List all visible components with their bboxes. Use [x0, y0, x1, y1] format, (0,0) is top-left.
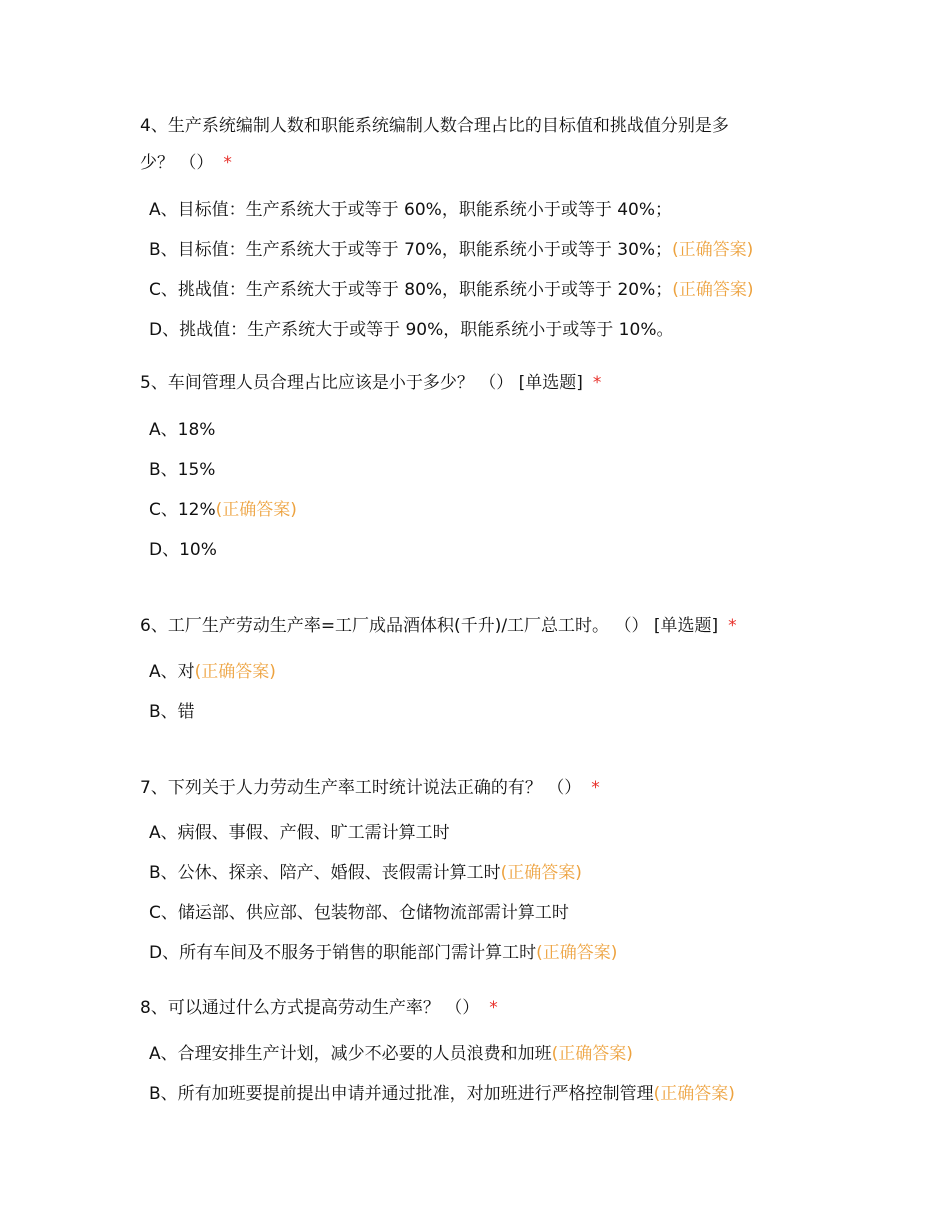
option-text: A、合理安排生产计划，减少不必要的人员浪费和加班 — [149, 1044, 552, 1064]
answer-option — [149, 278, 754, 302]
question-text: 少？ （） — [140, 153, 214, 173]
correct-answer-tag: (正确答案) — [672, 240, 754, 260]
question-title — [140, 996, 498, 1020]
question-text: 7、下列关于人力劳动生产率工时统计说法正确的有？ （） — [140, 778, 582, 798]
correct-answer-tag: (正确答案) — [500, 863, 582, 883]
option-text: B、错 — [149, 702, 195, 722]
answer-option — [149, 418, 215, 442]
option-text: D、10% — [149, 540, 217, 560]
answer-option — [149, 318, 673, 342]
question-text: 5、车间管理人员合理占比应该是小于多少？ （） [单选题] — [140, 373, 583, 393]
correct-answer-tag: (正确答案) — [653, 1084, 735, 1104]
option-text: D、所有车间及不服务于销售的职能部门需计算工时 — [149, 943, 537, 963]
answer-option — [149, 198, 672, 222]
option-text: A、目标值：生产系统大于或等于 60%，职能系统小于或等于 40%； — [149, 200, 673, 220]
option-text: B、所有加班要提前提出申请并通过批准，对加班进行严格控制管理 — [149, 1084, 654, 1104]
correct-answer-tag: (正确答案) — [672, 280, 754, 300]
required-mark: * — [591, 778, 600, 798]
answer-option — [149, 700, 195, 724]
correct-answer-tag: (正确答案) — [536, 943, 618, 963]
answer-option — [149, 538, 217, 562]
question-title — [140, 114, 729, 138]
option-text: C、12% — [149, 500, 216, 520]
answer-option — [149, 458, 215, 482]
option-text: A、病假、事假、产假、旷工需计算工时 — [149, 823, 450, 843]
answer-option — [149, 238, 753, 262]
answer-option — [149, 1042, 633, 1066]
required-mark: * — [223, 153, 232, 173]
question-title — [140, 371, 601, 395]
answer-option — [149, 660, 276, 684]
option-text: A、对 — [149, 662, 195, 682]
question-text: 8、可以通过什么方式提高劳动生产率？ （） — [140, 998, 480, 1018]
correct-answer-tag: (正确答案) — [551, 1044, 633, 1064]
answer-option — [149, 861, 582, 885]
answer-option — [149, 1082, 735, 1106]
answer-option — [149, 498, 297, 522]
correct-answer-tag: (正确答案) — [194, 662, 276, 682]
option-text: D、挑战值：生产系统大于或等于 90%，职能系统小于或等于 10%。 — [149, 320, 674, 340]
option-text: B、公休、探亲、陪产、婚假、丧假需计算工时 — [149, 863, 501, 883]
answer-option — [149, 901, 569, 925]
answer-option — [149, 821, 450, 845]
answer-option — [149, 941, 617, 965]
question-text: 6、工厂生产劳动生产率=工厂成品酒体积(千升)/工厂总工时。 （） [单选题] — [140, 616, 719, 636]
question-title — [140, 151, 232, 175]
option-text: C、挑战值：生产系统大于或等于 80%，职能系统小于或等于 20%； — [149, 280, 673, 300]
correct-answer-tag: (正确答案) — [215, 500, 297, 520]
option-text: B、目标值：生产系统大于或等于 70%，职能系统小于或等于 30%； — [149, 240, 673, 260]
required-mark: * — [489, 998, 498, 1018]
question-title — [140, 614, 737, 638]
option-text: A、18% — [149, 420, 216, 440]
question-title — [140, 776, 600, 800]
required-mark: * — [592, 373, 602, 393]
required-mark: * — [728, 616, 737, 636]
option-text: B、15% — [149, 460, 216, 480]
question-text: 4、生产系统编制人数和职能系统编制人数合理占比的目标值和挑战值分别是多 — [140, 116, 729, 136]
option-text: C、储运部、供应部、包装物部、仓储物流部需计算工时 — [149, 903, 569, 923]
